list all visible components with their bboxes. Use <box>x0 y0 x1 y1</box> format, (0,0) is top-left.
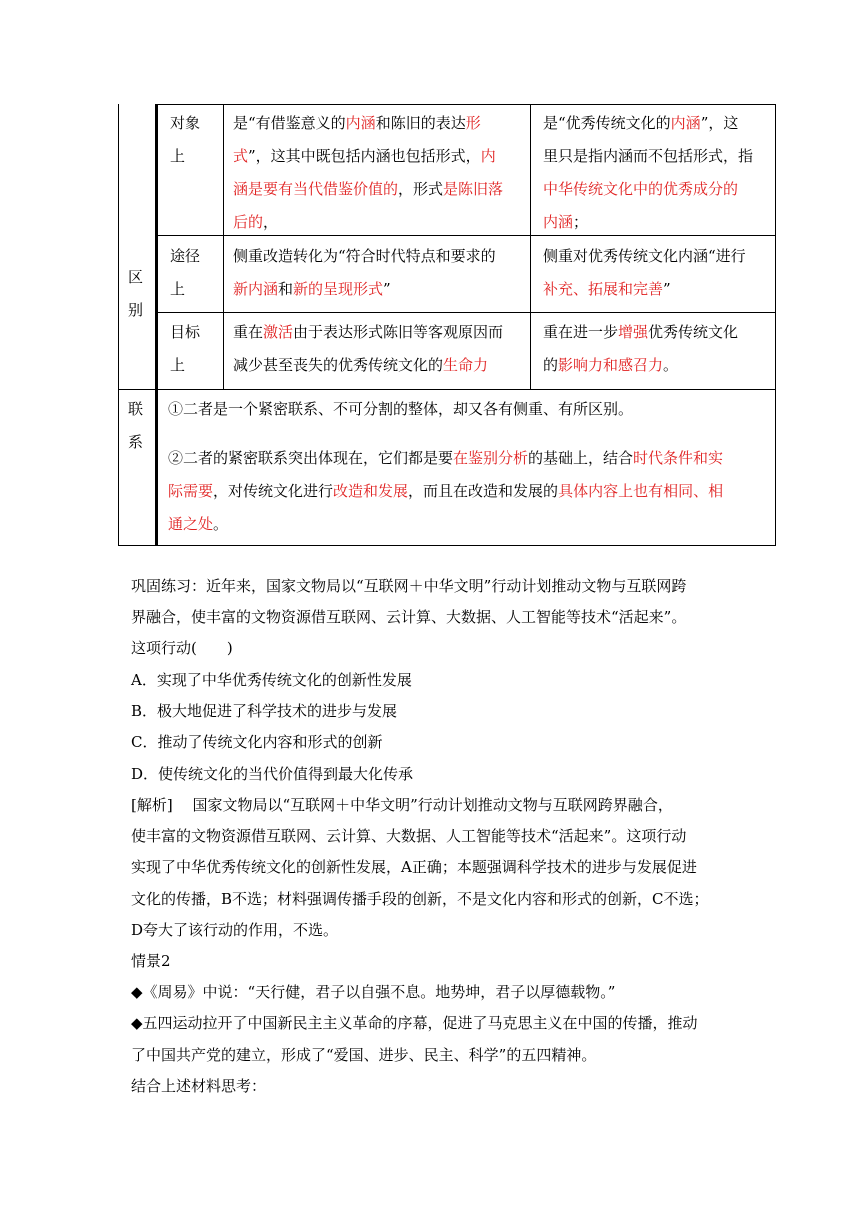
highlight-text: 内涵 <box>670 114 701 132</box>
highlight-text: 在鉴别分析 <box>453 449 529 467</box>
highlight-text: 补充、拓展和完善 <box>543 280 664 298</box>
highlight-text: 具体内容上也有相同、相 <box>558 482 724 500</box>
plain-text: ”，这 <box>700 114 739 132</box>
plain-text: ①二者是一个紧密联系、不可分割的整体，却又各有侧重、有所区别。 <box>168 400 634 418</box>
exercise-options <box>131 665 771 790</box>
aspect-label-goal: 目标 上 <box>170 323 201 374</box>
plain-text: 。 <box>663 356 679 374</box>
text-line <box>233 273 496 306</box>
text-line <box>168 393 633 426</box>
plain-text: 优秀传统文化 <box>648 323 739 341</box>
highlight-text: 影响力和感召力 <box>558 356 664 374</box>
plain-text: ，对传统文化进行 <box>213 482 334 500</box>
plain-text: 的基础上，结合 <box>528 449 634 467</box>
goal-left <box>233 316 503 382</box>
exercise-question: 巩固练习：近年来，国家文物局以“互联网＋中华文明”行动计划推动文物与互联网跨 界融合，使丰富的文物资源借互联网、云计算、大数据、人工智能等技术“活起来”。 这项行动( ) <box>131 577 687 658</box>
highlight-text: 内涵 <box>345 114 376 132</box>
scenario-section <box>131 946 771 1102</box>
plain-text: 里只是指内涵而不包括形式，指 <box>543 147 754 165</box>
text-line <box>543 173 753 206</box>
plain-text: ， <box>263 213 279 231</box>
plain-text: ” <box>663 280 671 298</box>
highlight-text: 中华传统文化中的优秀成分的 <box>543 180 739 198</box>
text-line <box>168 442 723 475</box>
text-line <box>543 273 746 306</box>
text-line <box>543 140 753 173</box>
option-d: D．使传统文化的当代价值得到最大化传承 <box>131 764 414 783</box>
option-a: A．实现了中华优秀传统文化的创新性发展 <box>131 671 412 689</box>
exercise-analysis: [解析] 国家文物局以“互联网＋中华文明”行动计划推动文物与互联网跨界融合， 使丰富的文物资源借互联网、云计算、大数据、人工智能等技术“活起来”。这项行动 实现了中华优秀传统文化的创新性发展，A正确；本题强调科学技术的进步与发展促进 文化的传播，B不选；材料强调传播手段的创新，不是文化内容和形式的创新，C不选； D夸大了该行动的作用，不选。 <box>131 796 709 939</box>
plain-text: 减少甚至丧失的优秀传统文化的 <box>233 356 444 374</box>
text-line <box>233 107 503 140</box>
table-border <box>155 104 158 546</box>
plain-text: 。 <box>213 515 229 533</box>
comparison-table <box>118 104 776 546</box>
plain-text: 侧重改造转化为“符合时代特点和要求的 <box>233 247 496 265</box>
highlight-text: 际需要 <box>168 482 214 500</box>
highlight-text: 内涵 <box>543 213 574 231</box>
text-line <box>543 206 753 239</box>
text-line <box>543 107 753 140</box>
relation-point-2 <box>168 442 723 541</box>
option-b: B．极大地促进了科学技术的进步与发展 <box>131 702 398 721</box>
highlight-text: 新的呈现形式 <box>293 280 384 298</box>
plain-text: ，而且在改造和发展的 <box>408 482 559 500</box>
highlight-text: 增强 <box>618 323 649 341</box>
text-line <box>233 316 503 349</box>
highlight-text: 是陈旧落 <box>443 180 504 198</box>
table-border <box>223 104 224 390</box>
text-line <box>233 173 503 206</box>
relation-point-1 <box>168 393 633 426</box>
scenario-item-may-fourth: ◆五四运动拉开了中国新民主主义革命的序幕，促进了马克思主义在中国的传播，推动 <box>131 1014 698 1033</box>
relation-label: 联 系 <box>128 400 144 451</box>
table-border <box>118 545 776 546</box>
highlight-text: 涵是要有当代借鉴价值的 <box>233 180 399 198</box>
table-border <box>157 312 776 313</box>
table-border <box>775 104 776 546</box>
highlight-text: 后的 <box>233 213 264 231</box>
highlight-text: 激活 <box>263 323 294 341</box>
aspect-label-path: 途径 上 <box>170 247 201 298</box>
text-line <box>168 475 723 508</box>
plain-text: 是“优秀传统文化的 <box>543 114 671 132</box>
text-line <box>233 240 496 273</box>
plain-text: 重在进一步 <box>543 323 619 341</box>
plain-text: ； <box>573 213 589 231</box>
option-c: C．推动了传统文化内容和形式的创新 <box>131 733 383 752</box>
plain-text: 由于表达形式陈旧等客观原因而 <box>293 323 504 341</box>
plain-text: 是“有借鉴意义的 <box>233 114 346 132</box>
highlight-text: 生命力 <box>443 356 489 374</box>
table-border <box>118 104 119 546</box>
scenario-title: 情景2 <box>131 952 171 970</box>
highlight-text: 新内涵 <box>233 280 279 298</box>
highlight-text: 内 <box>480 147 496 165</box>
plain-text: 和 <box>278 280 294 298</box>
scenario-item-zhouyi: ◆《周易》中说：“天行健，君子以自强不息。地势坤，君子以厚德载物。” <box>131 983 616 1002</box>
text-line <box>168 508 723 541</box>
text-line <box>233 206 503 239</box>
plain-text: 重在 <box>233 323 264 341</box>
highlight-text: 通之处 <box>168 515 214 533</box>
plain-text: ，形式 <box>398 180 444 198</box>
plain-text: 的 <box>543 356 559 374</box>
distinction-label: 区 别 <box>128 268 144 319</box>
scenario-item-may-fourth-cont: 了中国共产党的建立，形成了“爱国、进步、民主、科学”的五四精神。 <box>131 1045 597 1064</box>
aspect-label-object: 对象 上 <box>170 114 201 165</box>
table-border <box>157 104 776 105</box>
path-right <box>543 240 746 306</box>
table-border <box>118 389 776 390</box>
path-left <box>233 240 496 306</box>
text-line <box>543 316 738 349</box>
table-border <box>530 104 531 390</box>
scenario-prompt: 结合上述材料思考： <box>131 1076 267 1095</box>
plain-text: ”，这其中既包括内涵也包括形式， <box>248 147 481 165</box>
highlight-text: 改造和发展 <box>333 482 409 500</box>
plain-text: ” <box>383 280 391 298</box>
plain-text: 侧重对优秀传统文化内涵“进行 <box>543 247 746 265</box>
plain-text: ②二者的紧密联系突出体现在，它们都是要 <box>168 449 454 467</box>
highlight-text: 式 <box>233 147 249 165</box>
text-line <box>233 140 503 173</box>
text-line <box>543 240 746 273</box>
plain-text: 和陈旧的表达 <box>375 114 466 132</box>
text-line <box>233 349 503 382</box>
goal-right <box>543 316 738 382</box>
object-innovative-development <box>233 107 503 239</box>
highlight-text: 形 <box>465 114 481 132</box>
text-line <box>543 349 738 382</box>
object-creative-transformation <box>543 107 753 239</box>
highlight-text: 时代条件和实 <box>633 449 724 467</box>
